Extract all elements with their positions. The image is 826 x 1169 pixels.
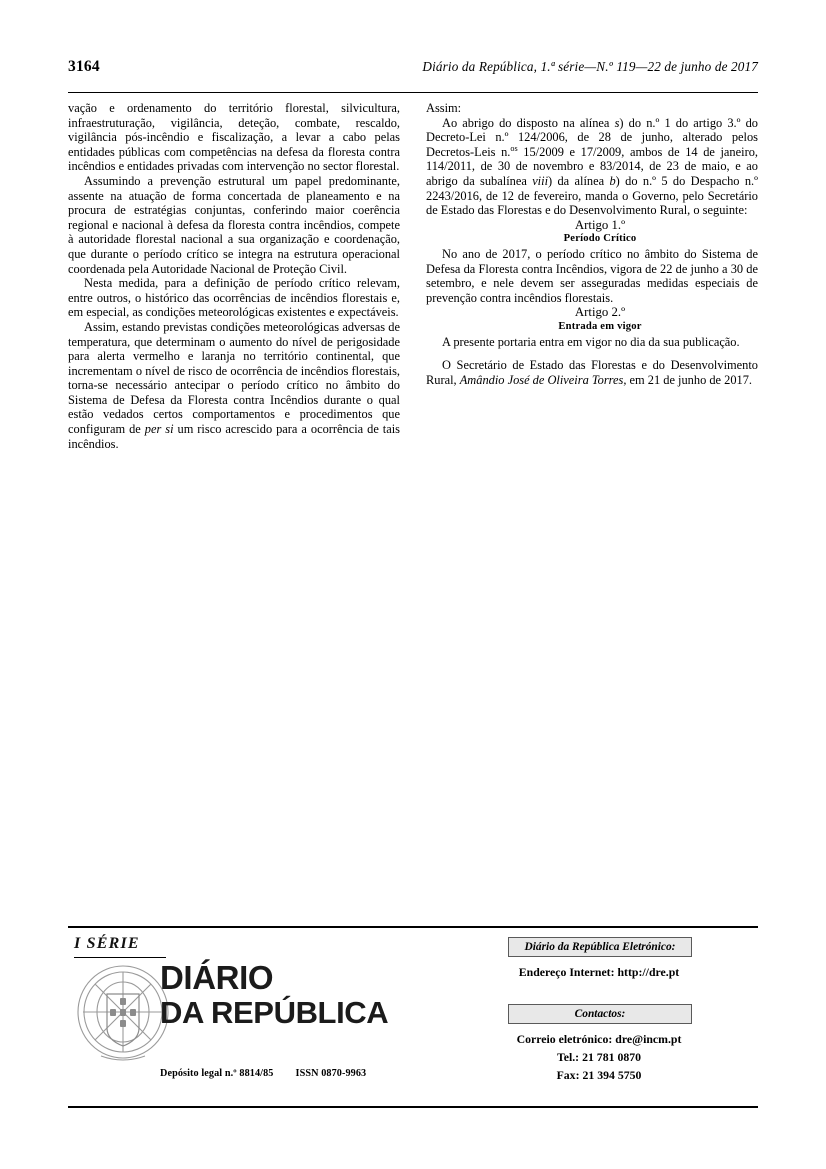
article-1-text: No ano de 2017, o período crítico no âmbito do Sistema de Defesa da Floresta contra Incêndios, vigora de 22 de junho a 30 de setembro, e nele devem ser asseguradas medidas especiais de prevenção contra incêndios florestais.: [426, 246, 758, 305]
paragraph: [68, 320, 400, 451]
preamble-part: 15/2009 e 17/2009, ambos de 14 de janeiro, 114/2011, de 30 de novembro e 83/2014, de 23 de maio, e ao abrigo da subalínea: [426, 144, 758, 188]
preamble-part: ) do n.º 1 do artigo 3.º do Decreto-Lei n.º 124/2006, de 28 de junho, alterado pelos Decretos-Leis n.: [426, 115, 758, 159]
assim-label: Assim:: [426, 101, 462, 115]
page-header: [68, 58, 758, 76]
serie-label: I SÉRIE: [74, 935, 140, 952]
signature-part: O Secretário de Estado das Florestas e do Desenvolvimento Rural,: [426, 358, 758, 387]
signature-part: em 21 de junho de 2017.: [626, 372, 753, 387]
internet-address[interactable]: Endereço Internet: http://dre.pt: [518, 965, 680, 979]
article-2-text: A presente portaria entra em vigor no dia da sua publicação.: [442, 334, 740, 349]
preamble-emphasis: b: [609, 173, 616, 188]
header-divider: [68, 92, 758, 93]
paragraph: vação e ordenamento do território florestal, silvicultura, infraestruturação, vigilância, deteção, combate, rescaldo, vigilância pós-incêndio e fiscalização, a levar a cabo pelas entidades públicas com competências na defesa da floresta contra incêndios e entidades privadas com intervenção no sector florestal.: [68, 101, 400, 174]
contact-fax: Fax: 21 394 5750: [556, 1068, 642, 1082]
issn: ISSN 0870-9963: [295, 1068, 367, 1079]
right-column: [426, 101, 758, 387]
dre-box-label: Diário da República Eletrónico:: [508, 937, 692, 957]
preamble-part: ) do n.º 5 do Despacho n.º 2243/2016, de 12 de fevereiro, manda o Governo, pelo Secretário de Estado das Florestas e do Desenvolvimento Rural, o seguinte:: [426, 173, 758, 218]
paragraph-emphasis: per si: [144, 422, 174, 437]
article-1-title: Artigo 1.º: [574, 217, 626, 232]
signatory-name: Amândio José de Oliveira Torres,: [459, 372, 627, 387]
page-number: 3164: [68, 58, 100, 75]
preamble-superscript: os: [510, 143, 518, 153]
spacer: [426, 349, 758, 358]
publication-title: Diário da República, 1.ª série—N.º 119—22 de junho de 2017: [422, 59, 758, 74]
masthead-line-1: DIÁRIO: [160, 959, 274, 996]
preamble-paragraph: [426, 116, 758, 218]
contact-email[interactable]: Correio eletrónico: dre@incm.pt: [516, 1032, 682, 1046]
paragraph: Nesta medida, para a definição de período crítico relevam, entre outros, o histórico das ocorrências de incêndios florestais e, em especial, as condições meteorológicas existentes e expectáveis.: [68, 276, 400, 320]
paragraph: Assumindo a prevenção estrutural um papel predominante, assente na atuação de forma concertada de planeamento e na procura de estratégias conjuntas, conferindo maior coerência regional e nacional à defesa da floresta contra incêndios, compete à autoridade florestal nacional a sua organização e coordenação, que durante o período crítico se integra na estrutura operacional coordenada pela Autoridade Nacional de Proteção Civil.: [68, 173, 400, 276]
preamble-emphasis: s: [614, 115, 620, 130]
left-column: [68, 101, 400, 451]
footer-divider-bottom: [68, 1106, 758, 1108]
legal-deposit-line: [160, 1068, 366, 1079]
contact-phone: Tel.: 21 781 0870: [556, 1050, 642, 1064]
serie-underline: [74, 957, 166, 958]
paragraph-part: um risco acrescido para a ocorrência de tais incêndios.: [68, 422, 400, 451]
article-2-subtitle: Entrada em vigor: [558, 320, 642, 332]
portugal-coat-of-arms-icon: [75, 962, 171, 1066]
paragraph-part: Assim, estando previstas condições meteorológicas adversas de temperatura, que determinam o aumento do nível de perigosidade para alerta vermelho e laranja no território continental, que incrementam o nível de risco de ocorrência de incêndios florestais, torna-se necessário antecipar o período crítico no âmbito do Sistema de Defesa da Floresta contra Incêndios durante o qual estão vedados certos comportamentos e procedimentos que configuram de: [68, 319, 400, 437]
article-2-title: Artigo 2.º: [574, 305, 626, 320]
masthead-line-2: DA REPÚBLICA: [160, 995, 389, 1030]
signature-paragraph: [426, 358, 758, 387]
preamble-emphasis: viii: [532, 173, 549, 188]
preamble-part: ) da alínea: [548, 173, 610, 188]
contacts-box-label: Contactos:: [508, 1004, 692, 1024]
preamble-part: Ao abrigo do disposto na alínea: [442, 115, 615, 130]
deposito-legal: Depósito legal n.º 8814/85: [160, 1068, 274, 1079]
article-1-subtitle: Período Crítico: [563, 233, 637, 245]
footer-divider-top: [68, 926, 758, 928]
masthead: [160, 960, 388, 1030]
